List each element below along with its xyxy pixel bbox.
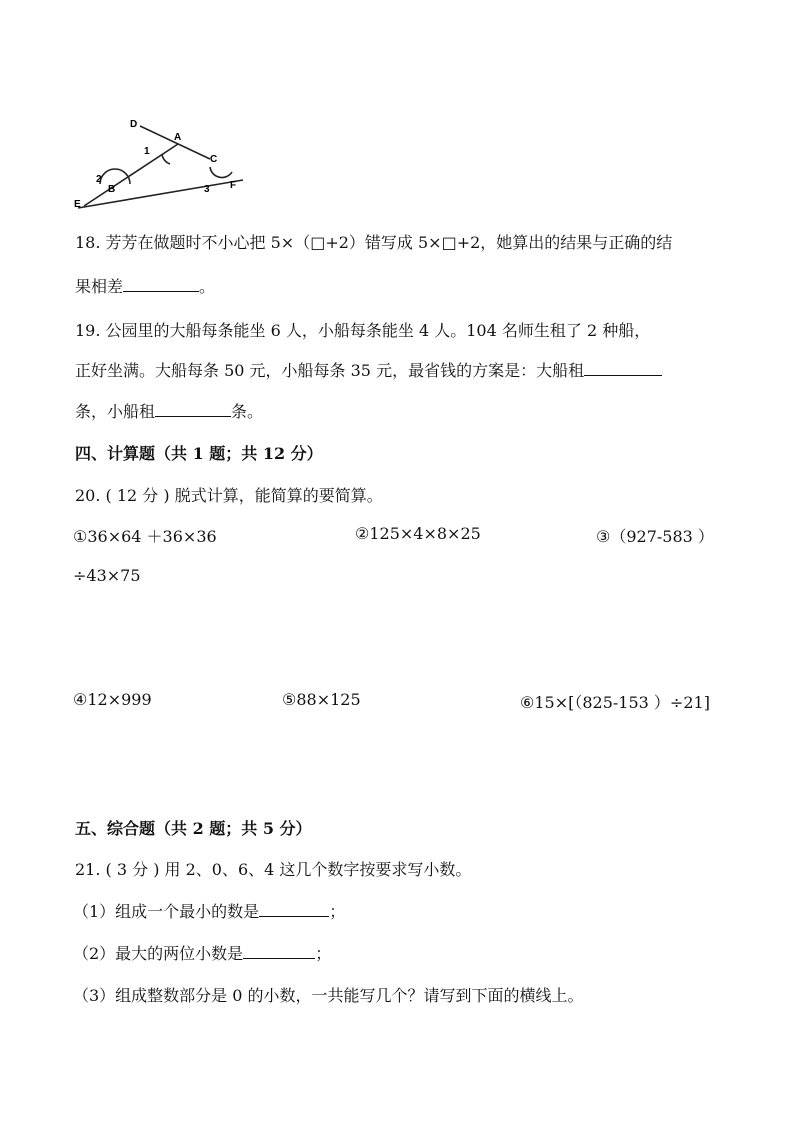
section4-title: 四、计算题（共 1 题；共 12 分） xyxy=(75,444,323,463)
label-C: C xyxy=(210,154,218,165)
label-E: E xyxy=(74,199,81,210)
label-D: D xyxy=(130,119,138,130)
q19-line2 xyxy=(75,358,662,381)
q20-item-6 xyxy=(520,690,710,713)
q19-line3-b: 条。 xyxy=(231,402,264,421)
q20-item-5-expr: 88×125 xyxy=(296,690,361,709)
q19-line1: 19. 公园里的大船每条能坐 6 人，小船每条能坐 4 人。104 名师生租了 2 种船， xyxy=(75,321,651,340)
geometry-figure xyxy=(70,112,260,217)
q20-item-3-expr: （927-583 ） xyxy=(610,527,714,546)
q20-stem: 20. ( 12 分 ) 脱式计算，能简算的要简算。 xyxy=(75,486,383,505)
q20-item-5 xyxy=(282,690,361,709)
label-B: B xyxy=(108,184,116,195)
q20-item-6-expr: 15×[（825-153 ）÷21] xyxy=(534,693,710,712)
q21-sub2 xyxy=(73,941,331,964)
label-angle-1: 1 xyxy=(144,146,150,157)
q21-sub3: （3）组成整数部分是 0 的小数，一共能写几个？请写到下面的横线上。 xyxy=(73,986,584,1005)
section5-title: 五、综合题（共 2 题；共 5 分） xyxy=(75,819,312,838)
q20-item-6-num: ⑥ xyxy=(520,693,535,712)
q19-big-boat-blank[interactable] xyxy=(584,361,662,376)
q21-sub2-prefix: （2）最大的两位小数是 xyxy=(73,944,244,963)
angle-2-arc xyxy=(100,169,130,184)
q20-item-5-num: ⑤ xyxy=(282,690,297,709)
q20-item-4 xyxy=(73,690,152,709)
q20-item-2 xyxy=(355,524,481,543)
q18-line2 xyxy=(75,274,215,297)
q19-small-boat-blank[interactable] xyxy=(155,402,231,417)
q20-item-4-num: ④ xyxy=(73,690,88,709)
angle-3-arc xyxy=(210,167,232,178)
q21-sub2-blank[interactable] xyxy=(243,944,315,959)
label-A: A xyxy=(174,132,182,143)
q21-sub2-suffix: ； xyxy=(315,944,332,963)
q21-sub1-suffix: ； xyxy=(329,902,346,921)
q20-item-3-continued: ÷43×75 xyxy=(73,566,141,585)
q21-sub1-blank[interactable] xyxy=(259,902,329,917)
q21-sub1 xyxy=(73,899,345,922)
q21-stem: 21. ( 3 分 ) 用 2、0、6、4 这几个数字按要求写小数。 xyxy=(75,860,472,879)
angle-1-arc xyxy=(162,154,170,164)
q20-item-2-expr: 125×4×8×25 xyxy=(369,524,481,543)
q20-item-1-num: ① xyxy=(73,527,88,546)
q18-line2-suffix: 。 xyxy=(199,277,216,296)
label-angle-2: 2 xyxy=(96,174,102,185)
q20-item-3-num: ③ xyxy=(596,527,611,546)
q20-item-1-expr: 36×64 ＋36×36 xyxy=(87,527,217,546)
q19-line3 xyxy=(75,399,263,422)
q18-line1: 18. 芳芳在做题时不小心把 5×（□+2）错写成 5×□+2，她算出的结果与正确的结 xyxy=(75,233,673,252)
label-F: F xyxy=(230,180,237,191)
q18-answer-blank[interactable] xyxy=(123,277,199,292)
q19-line3-a: 条，小船租 xyxy=(75,402,156,421)
label-angle-3: 3 xyxy=(204,184,210,195)
q20-item-3 xyxy=(596,524,714,547)
q20-item-2-num: ② xyxy=(355,524,370,543)
q20-item-4-expr: 12×999 xyxy=(87,690,152,709)
q21-sub1-prefix: （1）组成一个最小的数是 xyxy=(73,902,260,921)
q18-line2-prefix: 果相差 xyxy=(75,277,124,296)
q20-item-1 xyxy=(73,524,217,547)
q19-line2-prefix: 正好坐满。大船每条 50 元，小船每条 35 元，最省钱的方案是：大船租 xyxy=(75,361,585,380)
